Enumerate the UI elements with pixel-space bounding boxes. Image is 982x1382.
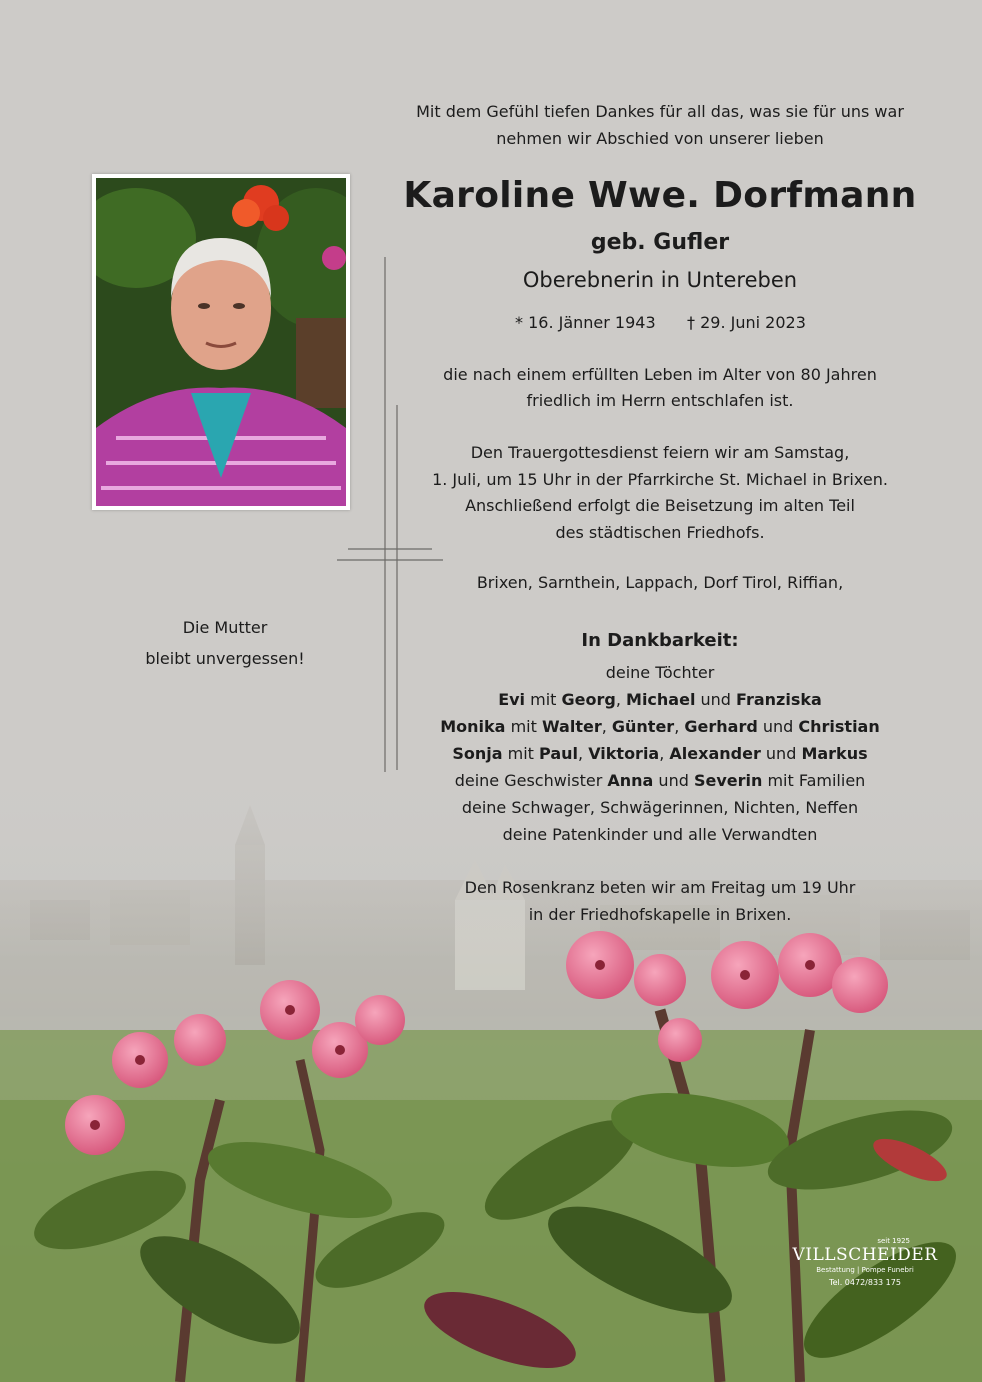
logo-subtitle: Bestattung | Pompe Funebri bbox=[816, 1266, 914, 1274]
logo-established: seit 1925 bbox=[877, 1237, 910, 1245]
places: Brixen, Sarnthein, Lappach, Dorf Tirol, Riffian, bbox=[476, 573, 844, 592]
mourner-name: Michael bbox=[626, 690, 696, 709]
logo-brand: VILLSCHEIDER bbox=[792, 1245, 938, 1265]
rosary-line: Den Rosenkranz beten wir am Freitag um 19 Uhr bbox=[464, 878, 856, 897]
mourner-name: Sonja bbox=[452, 744, 503, 763]
passing-text bbox=[400, 362, 920, 414]
mourner-name: Evi bbox=[498, 690, 526, 709]
rosary-line: in der Friedhofskapelle in Brixen. bbox=[528, 905, 792, 924]
logo-phone: Tel. 0472/833 175 bbox=[829, 1278, 901, 1287]
mourner-name: Markus bbox=[801, 744, 868, 763]
funeral-text bbox=[400, 440, 920, 546]
funeral-home-logo bbox=[790, 1237, 940, 1287]
mourner-name: Christian bbox=[798, 717, 880, 736]
mourners-intro: deine Töchter bbox=[605, 663, 715, 682]
mourner-name: Monika bbox=[440, 717, 506, 736]
intro-text bbox=[400, 98, 920, 152]
memorial-quote bbox=[120, 612, 330, 674]
connector-text: mit bbox=[502, 744, 540, 763]
intro-line: nehmen wir Abschied von unserer lieben bbox=[496, 129, 824, 148]
portrait-photo bbox=[92, 174, 350, 510]
passing-line: die nach einem erfüllten Leben im Alter von 80 Jahren bbox=[443, 365, 877, 384]
mourners-list bbox=[400, 659, 920, 848]
mourner-name: Franziska bbox=[736, 690, 822, 709]
mourner-name: Georg bbox=[561, 690, 616, 709]
rosary-text bbox=[400, 874, 920, 928]
mourner-name: Walter bbox=[541, 717, 602, 736]
mourner-name: Severin bbox=[693, 771, 763, 790]
connector-text: mit bbox=[525, 690, 562, 709]
funeral-line: Den Trauergottesdienst feiern wir am Samstag, bbox=[470, 443, 850, 462]
connector-text: deine Geschwister bbox=[454, 771, 608, 790]
connector-text: , bbox=[578, 744, 589, 763]
connector-text: , bbox=[659, 744, 670, 763]
deceased-name: Karoline Wwe. Dorfmann bbox=[403, 175, 917, 216]
mourner-name: Alexander bbox=[669, 744, 761, 763]
connector-text: und bbox=[653, 771, 694, 790]
portrait-illustration bbox=[96, 178, 346, 506]
connector-text: und bbox=[757, 717, 799, 736]
connector-text: , bbox=[674, 717, 685, 736]
funeral-line: 1. Juli, um 15 Uhr in der Pfarrkirche St. Michael in Brixen. bbox=[432, 469, 888, 489]
quote-line: Die Mutter bbox=[182, 618, 268, 637]
death-date: † 29. Juni 2023 bbox=[687, 313, 806, 332]
connector-text: mit bbox=[505, 717, 542, 736]
origin: Oberebnerin in Untereben bbox=[522, 268, 798, 292]
family-line bbox=[400, 767, 920, 794]
mourner-name: Paul bbox=[539, 744, 579, 763]
family-line bbox=[400, 713, 920, 740]
mourner-name: Gerhard bbox=[684, 717, 758, 736]
maiden-name: geb. Gufler bbox=[590, 230, 730, 255]
connector-text: mit Familien bbox=[762, 771, 866, 790]
intro-line: Mit dem Gefühl tiefen Dankes für all das, was sie für uns war bbox=[416, 102, 904, 121]
connector-text: , bbox=[615, 690, 627, 709]
relatives-line: deine Schwager, Schwägerinnen, Nichten, Neffen bbox=[461, 798, 859, 817]
funeral-line: des städtischen Friedhofs. bbox=[555, 522, 765, 542]
connector-text: und bbox=[760, 744, 802, 763]
birth-date: * 16. Jänner 1943 bbox=[515, 313, 656, 332]
family-line bbox=[400, 686, 920, 713]
mourner-name: Anna bbox=[607, 771, 654, 790]
passing-line: friedlich im Herrn entschlafen ist. bbox=[526, 391, 794, 410]
quote-line: bleibt unvergessen! bbox=[145, 649, 305, 668]
connector-text: und bbox=[695, 690, 737, 709]
gratitude-heading: In Dankbarkeit: bbox=[581, 630, 739, 651]
mourner-name: Viktoria bbox=[588, 744, 660, 763]
mourner-name: Günter bbox=[611, 717, 675, 736]
relatives-line: deine Patenkinder und alle Verwandten bbox=[502, 825, 818, 844]
funeral-line: Anschließend erfolgt die Beisetzung im alten Teil bbox=[465, 496, 855, 515]
connector-text: , bbox=[601, 717, 612, 736]
family-line bbox=[400, 740, 920, 767]
